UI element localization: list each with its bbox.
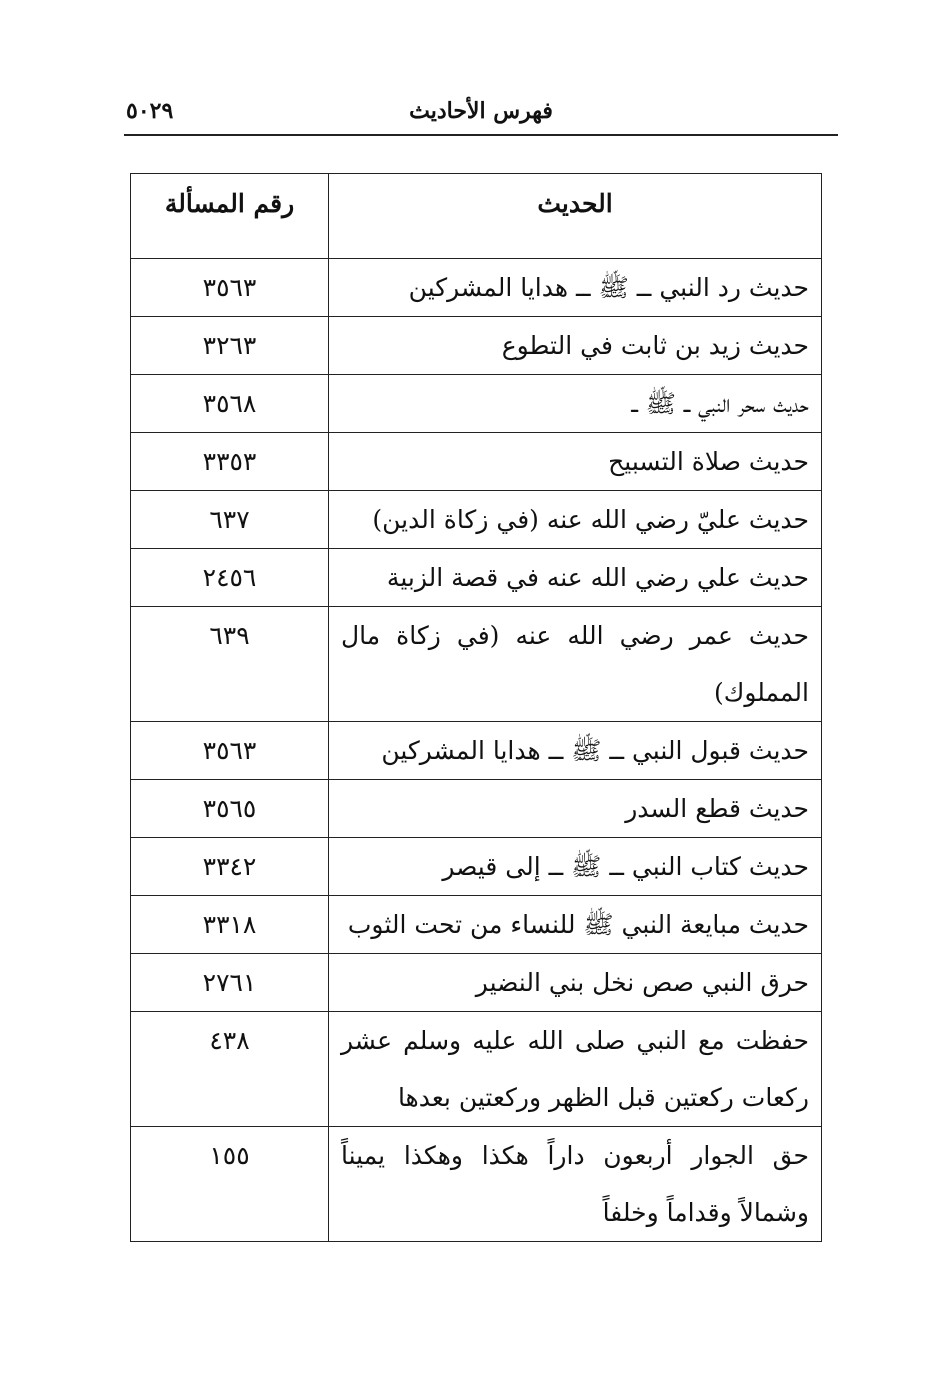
hadith-cell: حديث عمر رضي الله عنه (في زكاة مال المملوك) bbox=[329, 607, 822, 722]
page-number: ٥٠٢٩ bbox=[126, 98, 174, 124]
hadith-cell: حديث سحر النبي ــ ﷺ ــ bbox=[329, 375, 822, 433]
issue-number-cell: ٣٣٥٣ bbox=[131, 433, 329, 491]
issue-number-cell: ٣٥٦٨ bbox=[131, 375, 329, 433]
hadith-cell: حق الجوار أربعون داراً هكذا وهكذا يميناً وشمالاً وقداماً وخلفاً bbox=[329, 1127, 822, 1242]
hadith-cell: حديث علي رضي الله عنه في قصة الزبية bbox=[329, 549, 822, 607]
hadith-cell: حديث قبول النبي ــ ﷺ ــ هدايا المشركين bbox=[329, 722, 822, 780]
table-row bbox=[131, 317, 822, 375]
issue-number-cell: ٣٥٦٣ bbox=[131, 259, 329, 317]
hadith-cell: حرق النبي صص نخل بني النضير bbox=[329, 954, 822, 1012]
hadith-cell: حديث رد النبي ــ ﷺ ــ هدايا المشركين bbox=[329, 259, 822, 317]
issue-number-cell: ٣٥٦٥ bbox=[131, 780, 329, 838]
issue-number-cell: ٦٣٩ bbox=[131, 607, 329, 722]
table-row bbox=[131, 954, 822, 1012]
issue-number-cell: ٢٤٥٦ bbox=[131, 549, 329, 607]
column-header-hadith: الحديث bbox=[329, 174, 822, 259]
hadith-cell: حديث كتاب النبي ــ ﷺ ــ إلى قيصر bbox=[329, 838, 822, 896]
table-header-row bbox=[131, 174, 822, 259]
page-header bbox=[124, 96, 838, 136]
page-title: فهرس الأحاديث bbox=[409, 98, 553, 124]
issue-number-cell: ١٥٥ bbox=[131, 1127, 329, 1242]
table-row bbox=[131, 549, 822, 607]
table-row bbox=[131, 838, 822, 896]
issue-number-cell: ٣٣٤٢ bbox=[131, 838, 329, 896]
hadith-cell: حفظت مع النبي صلى الله عليه وسلم عشر ركعات ركعتين قبل الظهر وركعتين بعدها bbox=[329, 1012, 822, 1127]
issue-number-cell: ٢٧٦١ bbox=[131, 954, 329, 1012]
issue-number-cell: ٣٢٦٣ bbox=[131, 317, 329, 375]
table-row bbox=[131, 607, 822, 722]
table-row bbox=[131, 375, 822, 433]
hadith-cell: حديث عليّ رضي الله عنه (في زكاة الدين) bbox=[329, 491, 822, 549]
issue-number-cell: ٣٣١٨ bbox=[131, 896, 329, 954]
table-row bbox=[131, 896, 822, 954]
hadith-cell: حديث صلاة التسبيح bbox=[329, 433, 822, 491]
header-rule bbox=[124, 134, 838, 136]
issue-number-cell: ٤٣٨ bbox=[131, 1012, 329, 1127]
table-row bbox=[131, 433, 822, 491]
table-row bbox=[131, 780, 822, 838]
table-row bbox=[131, 1012, 822, 1127]
hadith-cell: حديث مبايعة النبي ﷺ للنساء من تحت الثوب bbox=[329, 896, 822, 954]
column-header-issue-number: رقم المسألة bbox=[131, 174, 329, 259]
table-row bbox=[131, 722, 822, 780]
issue-number-cell: ٦٣٧ bbox=[131, 491, 329, 549]
issue-number-cell: ٣٥٦٣ bbox=[131, 722, 329, 780]
table-row bbox=[131, 259, 822, 317]
hadith-cell: حديث قطع السدر bbox=[329, 780, 822, 838]
table-row bbox=[131, 1127, 822, 1242]
hadith-cell: حديث زيد بن ثابت في التطوع bbox=[329, 317, 822, 375]
table-row bbox=[131, 491, 822, 549]
hadith-index-table bbox=[130, 173, 822, 1242]
